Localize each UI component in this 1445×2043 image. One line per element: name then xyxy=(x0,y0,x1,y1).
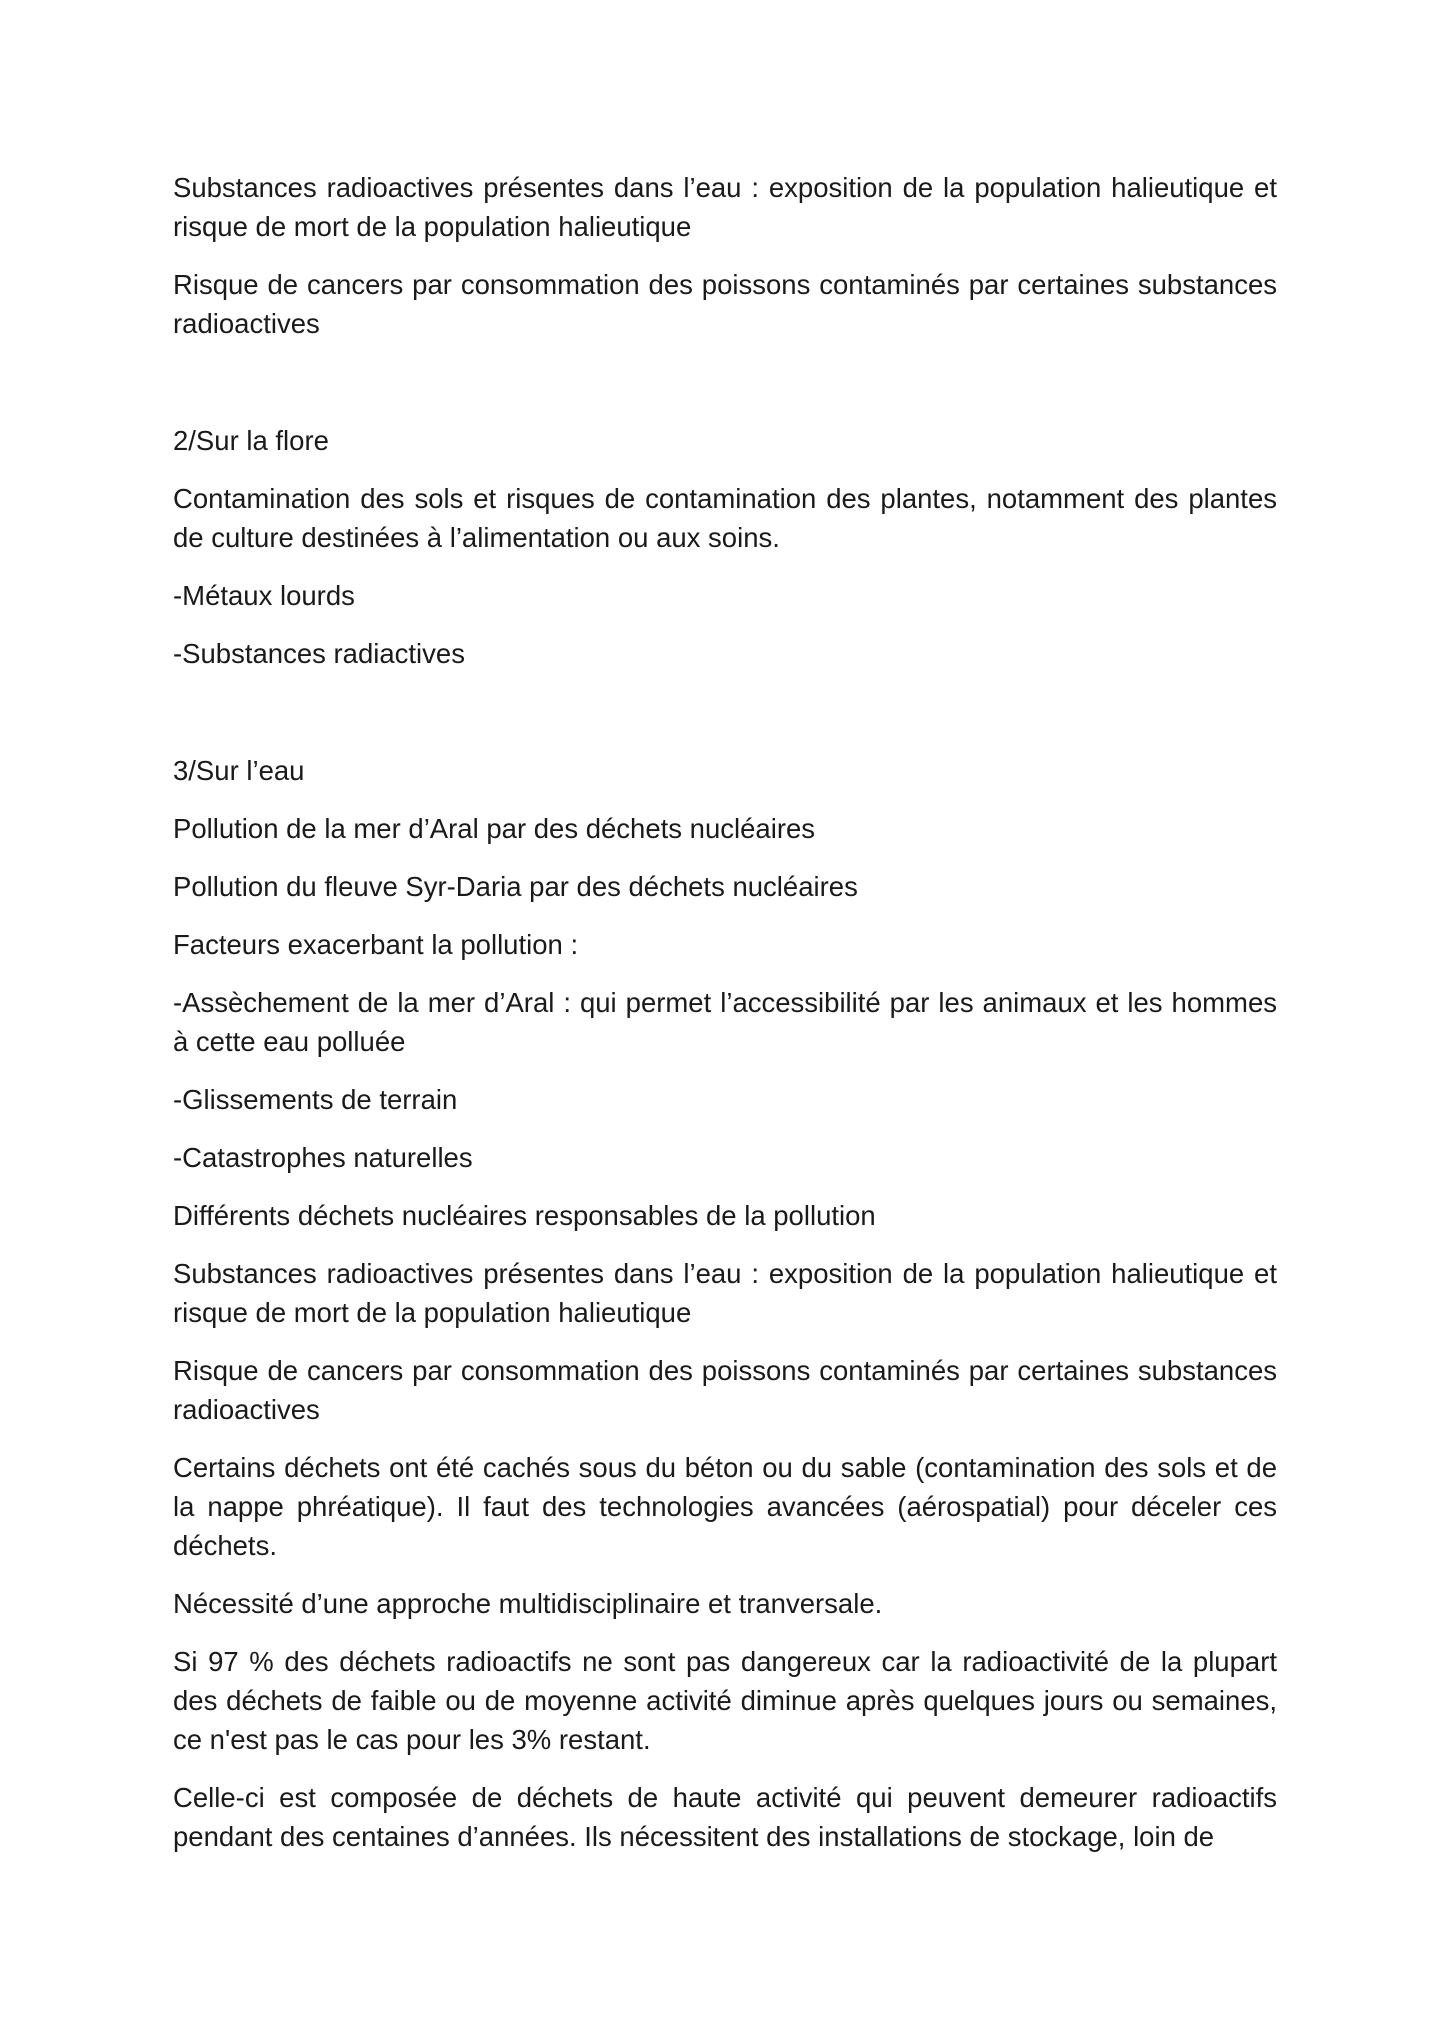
paragraph-pollution-factors: Facteurs exacerbant la pollution : xyxy=(173,929,579,960)
paragraph-waste-types: Différents déchets nucléaires responsables de la pollution xyxy=(173,1200,876,1231)
paragraph-fauna-cancer-risk: Risque de cancers par consommation des poissons contaminés par certaines substances radioactives xyxy=(173,269,1277,339)
paragraph-syr-daria-pollution: Pollution du fleuve Syr-Daria par des déchets nucléaires xyxy=(173,871,858,902)
list-item-aral-drying: -Assèchement de la mer d’Aral : qui permet l’accessibilité par les animaux et les hommes à cette eau polluée xyxy=(173,987,1277,1057)
list-item-radioactive-substances: -Substances radiactives xyxy=(173,638,465,669)
list-item-natural-disasters: -Catastrophes naturelles xyxy=(173,1142,473,1173)
paragraph-water-radioactive-exposure: Substances radioactives présentes dans l’eau : exposition de la population halieutique et risque de mort de la population halieutique xyxy=(173,1258,1277,1328)
section-heading-flore: 2/Sur la flore xyxy=(173,425,329,456)
paragraph-fauna-radioactive-exposure: Substances radioactives présentes dans l’eau : exposition de la population halieutique et risque de mort de la population halieutique xyxy=(173,172,1277,242)
list-item-landslides: -Glissements de terrain xyxy=(173,1084,458,1115)
paragraph-high-activity-waste: Celle-ci est composée de déchets de haute activité qui peuvent demeurer radioactifs pendant des centaines d’années. Ils nécessitent des installations de stockage, loin de xyxy=(173,1782,1277,1852)
paragraph-multidisciplinary: Nécessité d’une approche multidisciplinaire et tranversale. xyxy=(173,1588,883,1619)
paragraph-water-cancer-risk: Risque de cancers par consommation des poissons contaminés par certaines substances radioactives xyxy=(173,1355,1277,1425)
paragraph-hidden-waste: Certains déchets ont été cachés sous du béton ou du sable (contamination des sols et de la nappe phréatique). Il faut des technologies avancées (aérospatial) pour déceler ces déchets. xyxy=(173,1452,1277,1561)
section-heading-eau: 3/Sur l’eau xyxy=(173,755,305,786)
paragraph-soil-contamination: Contamination des sols et risques de contamination des plantes, notamment des plantes de culture destinées à l’alimentation ou aux soins. xyxy=(173,483,1277,553)
paragraph-waste-percentages: Si 97 % des déchets radioactifs ne sont pas dangereux car la radioactivité de la plupart des déchets de faible ou de moyenne activité diminue après quelques jours ou semaines, ce n'est pas le cas pour les 3% restant. xyxy=(173,1646,1277,1755)
list-item-heavy-metals: -Métaux lourds xyxy=(173,580,355,611)
document-body xyxy=(173,168,1277,1875)
paragraph-aral-pollution: Pollution de la mer d’Aral par des déchets nucléaires xyxy=(173,813,816,844)
